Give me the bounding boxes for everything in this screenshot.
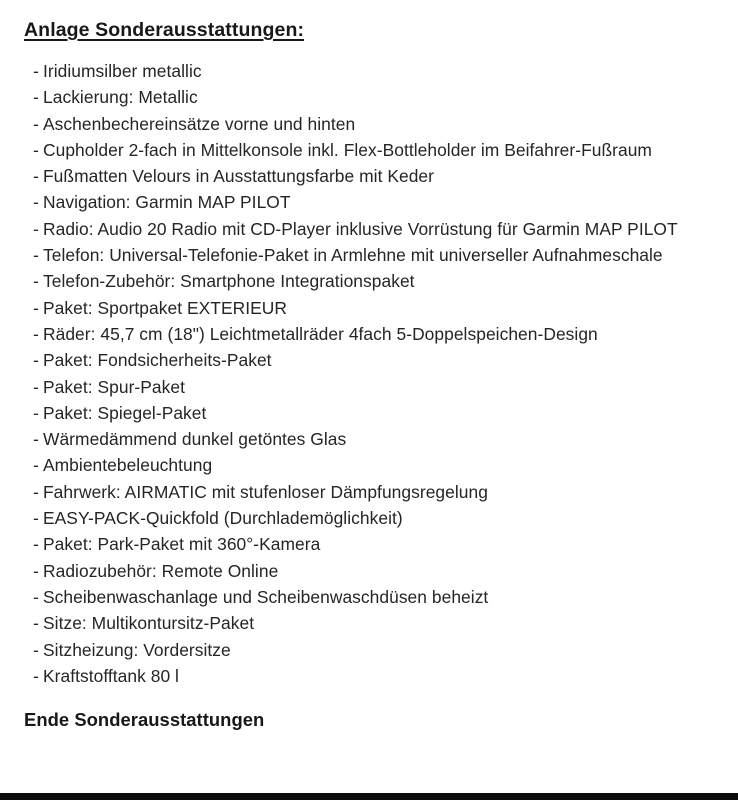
list-bullet-dash: - [33, 350, 39, 371]
list-item [0, 531, 738, 557]
list-item-label: Telefon: Universal-Telefonie-Paket in Armlehne mit universeller Aufnahmeschale [43, 245, 663, 266]
list-item-label: Radiozubehör: Remote Online [43, 560, 279, 581]
list-item-label: Paket: Fondsicherheits-Paket [43, 350, 272, 371]
list-bullet-dash: - [33, 87, 39, 108]
list-bullet-dash: - [33, 61, 39, 81]
list-item-label: Paket: Sportpaket EXTERIEUR [43, 297, 287, 318]
list-bullet-dash: - [33, 139, 39, 160]
bottom-edge-band [0, 793, 738, 800]
list-item-label: EASY-PACK-Quickfold (Durchlademöglichkeit) [43, 508, 403, 529]
list-item-label: Sitze: Multikontursitz-Paket [43, 613, 255, 634]
list-item-label: Navigation: Garmin MAP PILOT [43, 192, 291, 213]
list-bullet-dash: - [33, 534, 39, 555]
list-item-label: Räder: 45,7 cm (18") Leichtmetallräder 4fach 5-Doppelspeichen-Design [43, 323, 598, 344]
list-item-label: Aschenbechereinsätze vorne und hinten [43, 113, 356, 134]
list-bullet-dash: - [33, 429, 39, 450]
list-item-label: Ambientebeleuchtung [43, 455, 213, 476]
list-bullet-dash: - [33, 481, 39, 502]
list-bullet-dash: - [33, 166, 39, 187]
list-item-label: Telefon-Zubehör: Smartphone Integrationspaket [43, 271, 415, 292]
list-item-label: Radio: Audio 20 Radio mit CD-Player inklusive Vorrüstung für Garmin MAP PILOT [43, 218, 678, 239]
list-item [0, 268, 738, 294]
list-bullet-dash: - [33, 402, 39, 423]
list-item [0, 347, 738, 373]
list-bullet-dash: - [33, 271, 39, 292]
list-item [0, 295, 738, 321]
list-item [0, 505, 738, 531]
list-bullet-dash: - [33, 508, 39, 529]
list-item [0, 84, 738, 110]
list-item-label: Kraftstofftank 80 l [43, 665, 179, 686]
list-bullet-dash: - [33, 560, 39, 581]
document-footer: Ende Sonderausstattungen [24, 709, 265, 730]
list-item-label: Paket: Park-Paket mit 360°-Kamera [43, 534, 321, 555]
list-item [0, 58, 738, 84]
list-item [0, 374, 738, 400]
list-item [0, 637, 738, 663]
list-item-label: Lackierung: Metallic [43, 87, 198, 108]
list-item-label: Paket: Spur-Paket [43, 376, 185, 397]
list-item [0, 584, 738, 610]
list-item [0, 137, 738, 163]
list-item-label: Scheibenwaschanlage und Scheibenwaschdüsen beheizt [43, 586, 489, 607]
list-bullet-dash: - [33, 192, 39, 213]
list-bullet-dash: - [33, 113, 39, 134]
list-item-label: Iridiumsilber metallic [43, 61, 202, 81]
list-item-label: Cupholder 2-fach in Mittelkonsole inkl. Flex-Bottleholder im Beifahrer-Fußraum [43, 139, 652, 160]
list-bullet-dash: - [33, 665, 39, 686]
list-item [0, 400, 738, 426]
list-item-label: Paket: Spiegel-Paket [43, 402, 207, 423]
list-item [0, 242, 738, 268]
list-item-label: Wärmedämmend dunkel getöntes Glas [43, 429, 347, 450]
list-item-label: Fahrwerk: AIRMATIC mit stufenloser Dämpfungsregelung [43, 481, 488, 502]
list-bullet-dash: - [33, 323, 39, 344]
list-item [0, 189, 738, 215]
list-bullet-dash: - [33, 297, 39, 318]
list-item [0, 663, 738, 689]
page-title: Anlage Sonderausstattungen: [24, 19, 305, 41]
list-item [0, 111, 738, 137]
list-bullet-dash: - [33, 586, 39, 607]
list-bullet-dash: - [33, 455, 39, 476]
list-bullet-dash: - [33, 376, 39, 397]
list-item [0, 426, 738, 452]
list-bullet-dash: - [33, 245, 39, 266]
list-item [0, 321, 738, 347]
list-item-label: Fußmatten Velours in Ausstattungsfarbe mit Keder [43, 166, 434, 187]
list-item [0, 610, 738, 636]
list-item [0, 558, 738, 584]
special-equipment-list [0, 58, 738, 689]
list-item [0, 163, 738, 189]
list-item-label: Sitzheizung: Vordersitze [43, 639, 231, 660]
list-bullet-dash: - [33, 218, 39, 239]
list-item [0, 216, 738, 242]
list-bullet-dash: - [33, 613, 39, 634]
list-item [0, 452, 738, 478]
list-item [0, 479, 738, 505]
list-bullet-dash: - [33, 639, 39, 660]
